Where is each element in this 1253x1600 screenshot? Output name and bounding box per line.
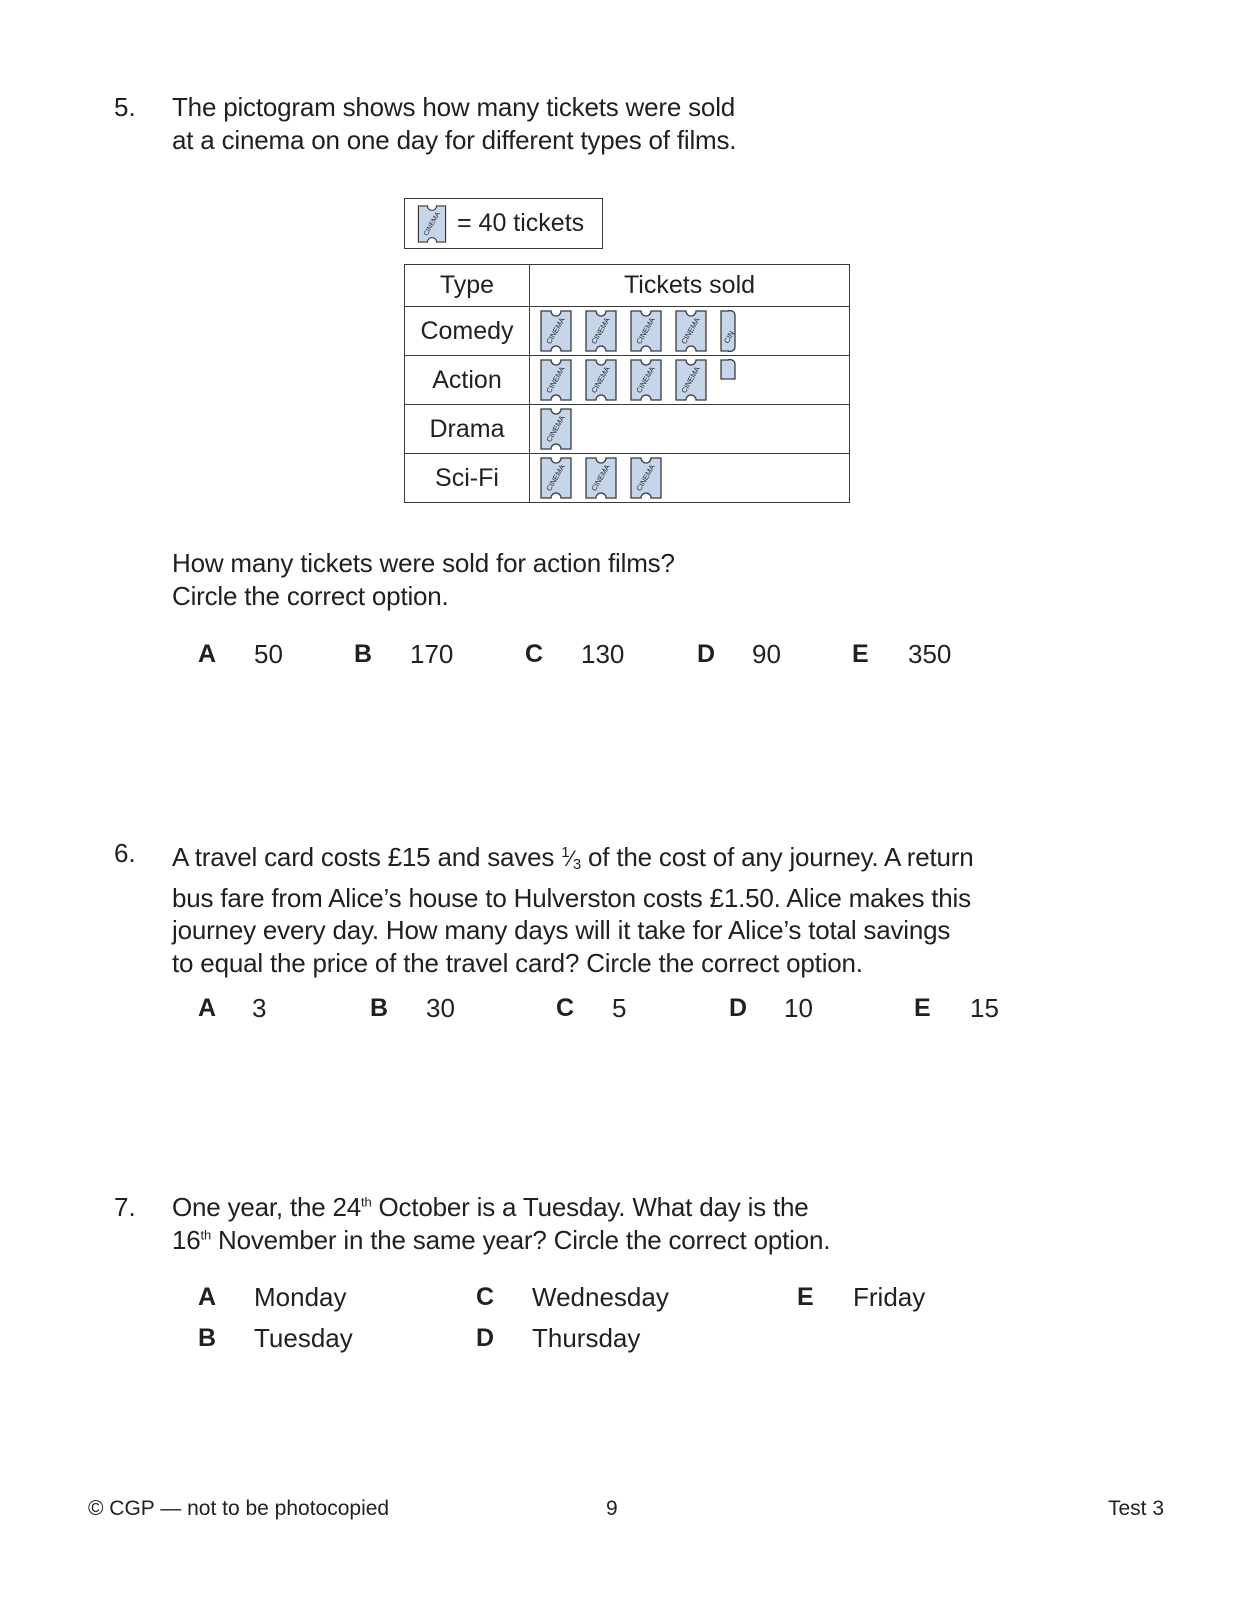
cinema-ticket-icon [585, 359, 617, 401]
test-label: Test 3 [1108, 1497, 1165, 1520]
option-letter: A [198, 640, 217, 668]
copyright-footer: © CGP — not to be photocopied [88, 1497, 390, 1520]
question-6-line-4: to equal the price of the travel card? Circle the correct option. [172, 947, 863, 978]
question-5-prompt-line-1: How many tickets were sold for action films? [172, 548, 675, 578]
half-ticket-icon [720, 310, 752, 352]
option-d-value[interactable]: Thursday [532, 1323, 641, 1353]
option-b-value[interactable]: 30 [426, 993, 455, 1023]
cinema-ticket-icon [540, 359, 572, 401]
option-letter: A [198, 994, 217, 1022]
option-e-value[interactable]: 15 [970, 993, 999, 1023]
pictogram-row-action [405, 356, 850, 405]
header-tickets-sold: Tickets sold [530, 265, 850, 307]
option-letter: B [370, 994, 389, 1022]
tickets-drama [530, 405, 849, 453]
cinema-ticket-icon [417, 205, 447, 243]
cinema-ticket-icon [540, 457, 572, 499]
question-7-number: 7. [114, 1192, 136, 1222]
option-d-value[interactable]: 90 [752, 639, 781, 669]
question-7-line-1: One year, the 24th October is a Tuesday. What day is the [172, 1192, 809, 1222]
option-d-value[interactable]: 10 [784, 993, 813, 1023]
option-c-value[interactable]: 5 [612, 993, 627, 1023]
cinema-ticket-icon [675, 310, 707, 352]
option-letter: C [556, 994, 575, 1022]
option-e-value[interactable]: Friday [853, 1282, 926, 1312]
cinema-ticket-icon [675, 359, 707, 401]
option-letter: E [852, 640, 869, 668]
option-c-value[interactable]: 130 [581, 639, 625, 669]
question-7-line-2: 16th November in the same year? Circle the correct option. [172, 1224, 831, 1255]
option-letter: C [476, 1283, 495, 1311]
page-number: 9 [606, 1497, 618, 1520]
option-e-value[interactable]: 350 [908, 639, 952, 669]
option-a-value[interactable]: 3 [252, 993, 267, 1023]
option-letter: D [729, 994, 748, 1022]
pictogram-row-comedy [405, 307, 850, 356]
option-letter: E [914, 994, 931, 1022]
header-type: Type [405, 265, 530, 307]
question-6-line-3: journey every day. How many days will it take for Alice’s total savings [172, 915, 951, 945]
quarter-ticket-icon [720, 359, 752, 401]
question-6-number: 6. [114, 838, 136, 868]
question-5-number: 5. [114, 92, 136, 122]
option-letter: B [354, 640, 373, 668]
pictogram-key-label: = 40 tickets [457, 209, 585, 237]
option-letter: D [697, 640, 716, 668]
tickets-action [530, 356, 849, 404]
option-b-value[interactable]: Tuesday [254, 1323, 353, 1353]
question-7-text [172, 1191, 830, 1256]
option-a-value[interactable]: 50 [254, 639, 283, 669]
option-letter: E [797, 1283, 814, 1311]
row-type-label: Comedy [405, 307, 530, 356]
question-6-text [172, 837, 973, 979]
question-6-line-2: bus fare from Alice’s house to Hulverston costs £1.50. Alice makes this [172, 882, 971, 913]
cinema-ticket-icon [585, 310, 617, 352]
row-type-label: Sci-Fi [405, 454, 530, 503]
question-5-text [172, 91, 736, 156]
fraction-denominator: 3 [572, 856, 581, 873]
cinema-ticket-icon [630, 359, 662, 401]
tickets-scifi [530, 454, 849, 502]
cinema-ticket-icon [630, 457, 662, 499]
fraction-numerator: 1 [561, 844, 570, 861]
row-type-label: Drama [405, 405, 530, 454]
question-5-prompt [172, 547, 675, 612]
option-letter: B [198, 1324, 217, 1352]
cinema-ticket-icon [540, 310, 572, 352]
option-a-value[interactable]: Monday [254, 1282, 347, 1312]
option-letter: C [525, 640, 544, 668]
option-letter: D [476, 1324, 495, 1352]
question-5-line-1: The pictogram shows how many tickets were sold [172, 92, 736, 122]
pictogram-table [404, 264, 850, 503]
option-b-value[interactable]: 170 [410, 639, 454, 669]
tickets-comedy [530, 307, 849, 355]
question-6-line-1: A travel card costs £15 and saves $^1$⁄3 of the cost of any journey. A return [172, 842, 974, 873]
pictogram-row-drama [405, 405, 850, 454]
question-5-prompt-line-2: Circle the correct option. [172, 580, 449, 611]
pictogram-header-row [405, 265, 850, 307]
cinema-ticket-icon [540, 408, 572, 450]
option-c-value[interactable]: Wednesday [532, 1282, 669, 1312]
question-5-line-2: at a cinema on one day for different types of films. [172, 124, 737, 155]
cinema-ticket-icon [585, 457, 617, 499]
pictogram-key [404, 198, 603, 249]
cinema-ticket-icon [630, 310, 662, 352]
pictogram-row-scifi [405, 454, 850, 503]
row-type-label: Action [405, 356, 530, 405]
option-letter: A [198, 1283, 217, 1311]
